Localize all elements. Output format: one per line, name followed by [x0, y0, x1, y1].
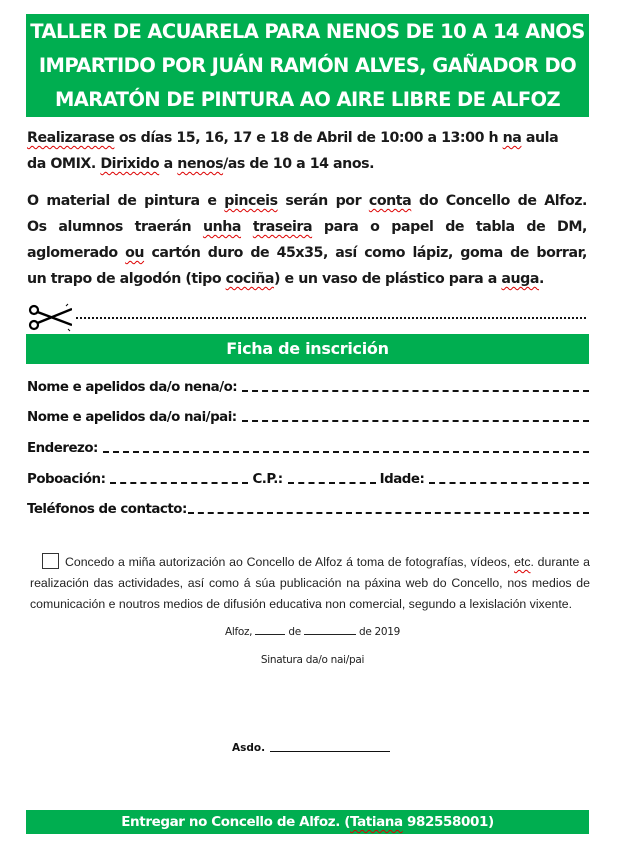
- intro-text: /as de 10 a 14 anos.: [223, 156, 375, 172]
- intro-text: a: [159, 156, 178, 172]
- materials-paragraph: [27, 188, 587, 292]
- field-label: C.P.:: [252, 472, 283, 487]
- spellcheck-word: auga: [501, 271, 540, 287]
- spellcheck-word: Dirixido: [100, 156, 160, 172]
- materials-line-4: [27, 266, 587, 292]
- date-de: de: [288, 626, 301, 638]
- title-line-3: MARATÓN DE PINTURA AO AIRE LIBRE DE ALFOZ: [54, 87, 561, 111]
- materials-text: Os alumnos traerán: [27, 219, 203, 235]
- materials-text: do Concello de Alfoz.: [411, 193, 587, 209]
- asdo-label: Asdo.: [232, 742, 266, 754]
- spellcheck-word: Tatiana: [350, 814, 403, 830]
- spellcheck-word: etc: [514, 555, 531, 569]
- materials-text: .: [539, 271, 544, 287]
- intro-text: os días 15, 16, 17 e 18 de Abril de 10:00 a 13:00 h: [114, 130, 503, 146]
- field-label: Nome e apelidos da/o nena/o:: [27, 380, 238, 395]
- materials-text: aglomerado: [27, 245, 126, 261]
- spellcheck-word: Realizarase: [27, 130, 115, 146]
- date-line: [0, 624, 625, 638]
- signed-line: [232, 742, 390, 754]
- consent-text: . durante a: [530, 555, 590, 569]
- field-label: Poboación:: [27, 472, 106, 487]
- materials-line-2: [27, 214, 587, 240]
- spellcheck-word: na: [502, 130, 522, 146]
- materials-text: un trapo de algodón (tipo: [27, 271, 226, 287]
- field-label: Nome e apelidos da/o nai/pai:: [27, 410, 237, 425]
- field-label: Enderezo:: [27, 441, 98, 456]
- materials-text: serán por: [277, 193, 369, 209]
- consent-checkbox[interactable]: [42, 553, 59, 569]
- locality-input[interactable]: [110, 482, 248, 484]
- consent-line-1: [30, 552, 590, 573]
- consent-line-3: comunicación e noutros medios de difusión educativa non comercial, segundo a lexislación vixente.: [30, 597, 573, 611]
- phones-input[interactable]: [188, 512, 589, 514]
- postal-code-input[interactable]: [288, 482, 376, 484]
- spellcheck-word: nenos: [177, 156, 224, 172]
- date-place: Alfoz,: [224, 626, 253, 638]
- spellcheck-word: conta: [368, 193, 412, 209]
- field-address: [27, 436, 589, 456]
- date-year: de 2019: [358, 626, 401, 638]
- materials-line-1: [27, 188, 587, 214]
- footer-banner: [26, 810, 589, 834]
- field-locality-row: [27, 467, 589, 487]
- day-input[interactable]: [255, 624, 285, 635]
- spellcheck-word: pinceis: [224, 193, 278, 209]
- intro-text: da OMIX.: [27, 156, 101, 172]
- field-label: Teléfonos de contacto:: [27, 502, 187, 517]
- signature-input[interactable]: [270, 751, 390, 752]
- materials-text: [241, 219, 253, 235]
- form-heading-banner: [26, 334, 589, 364]
- month-input[interactable]: [304, 624, 356, 635]
- materials-text: ) e un vaso de plástico para a: [274, 271, 502, 287]
- address-input[interactable]: [103, 451, 589, 453]
- spellcheck-word: unha: [202, 219, 242, 235]
- dotted-cut-line: [76, 317, 586, 319]
- field-child-name: [27, 375, 589, 395]
- spellcheck-word: ou: [125, 245, 145, 261]
- spellcheck-word: cociña: [225, 271, 275, 287]
- materials-line-3: [27, 240, 587, 266]
- field-label: Idade:: [379, 472, 425, 487]
- child-name-input[interactable]: [242, 390, 589, 392]
- consent-text: Concedo a miña autorización ao Concello de Alfoz á toma de fotografías, vídeos,: [65, 555, 515, 569]
- age-input[interactable]: [429, 482, 589, 484]
- materials-text: O material de pintura e: [27, 193, 225, 209]
- intro-line-2: [27, 151, 587, 177]
- title-banner: [26, 14, 589, 117]
- parent-name-input[interactable]: [242, 420, 589, 422]
- title-line-1: TALLER DE ACUARELA PARA NENOS DE 10 A 14 ANOS: [30, 19, 585, 43]
- form-heading: Ficha de inscrición: [226, 339, 389, 358]
- consent-paragraph: [30, 552, 590, 615]
- materials-text: cartón duro de 45x35, así como lápiz, goma de borrar,: [144, 245, 587, 261]
- intro-paragraph: [27, 125, 587, 177]
- intro-line-1: [27, 125, 587, 151]
- footer-text: 982558001): [402, 814, 494, 830]
- spellcheck-word: traseira: [252, 219, 313, 235]
- cut-here-line: [28, 303, 588, 333]
- intro-text: aula: [521, 130, 559, 146]
- field-parent-name: [27, 405, 589, 425]
- scissors-icon: [28, 303, 72, 333]
- title-line-2: IMPARTIDO POR JUÁN RAMÓN ALVES, GAÑADOR DO: [38, 53, 577, 77]
- field-phones: [27, 497, 589, 517]
- consent-line-2: realización das actividades, así como á súa publicación na páxina web do Concello, nos medios de: [30, 576, 590, 590]
- footer-text: Entregar no Concello de Alfoz. (: [121, 814, 351, 830]
- materials-text: para o papel de tabla de DM,: [312, 219, 587, 235]
- signature-label: Sinatura da/o nai/pai: [260, 654, 365, 666]
